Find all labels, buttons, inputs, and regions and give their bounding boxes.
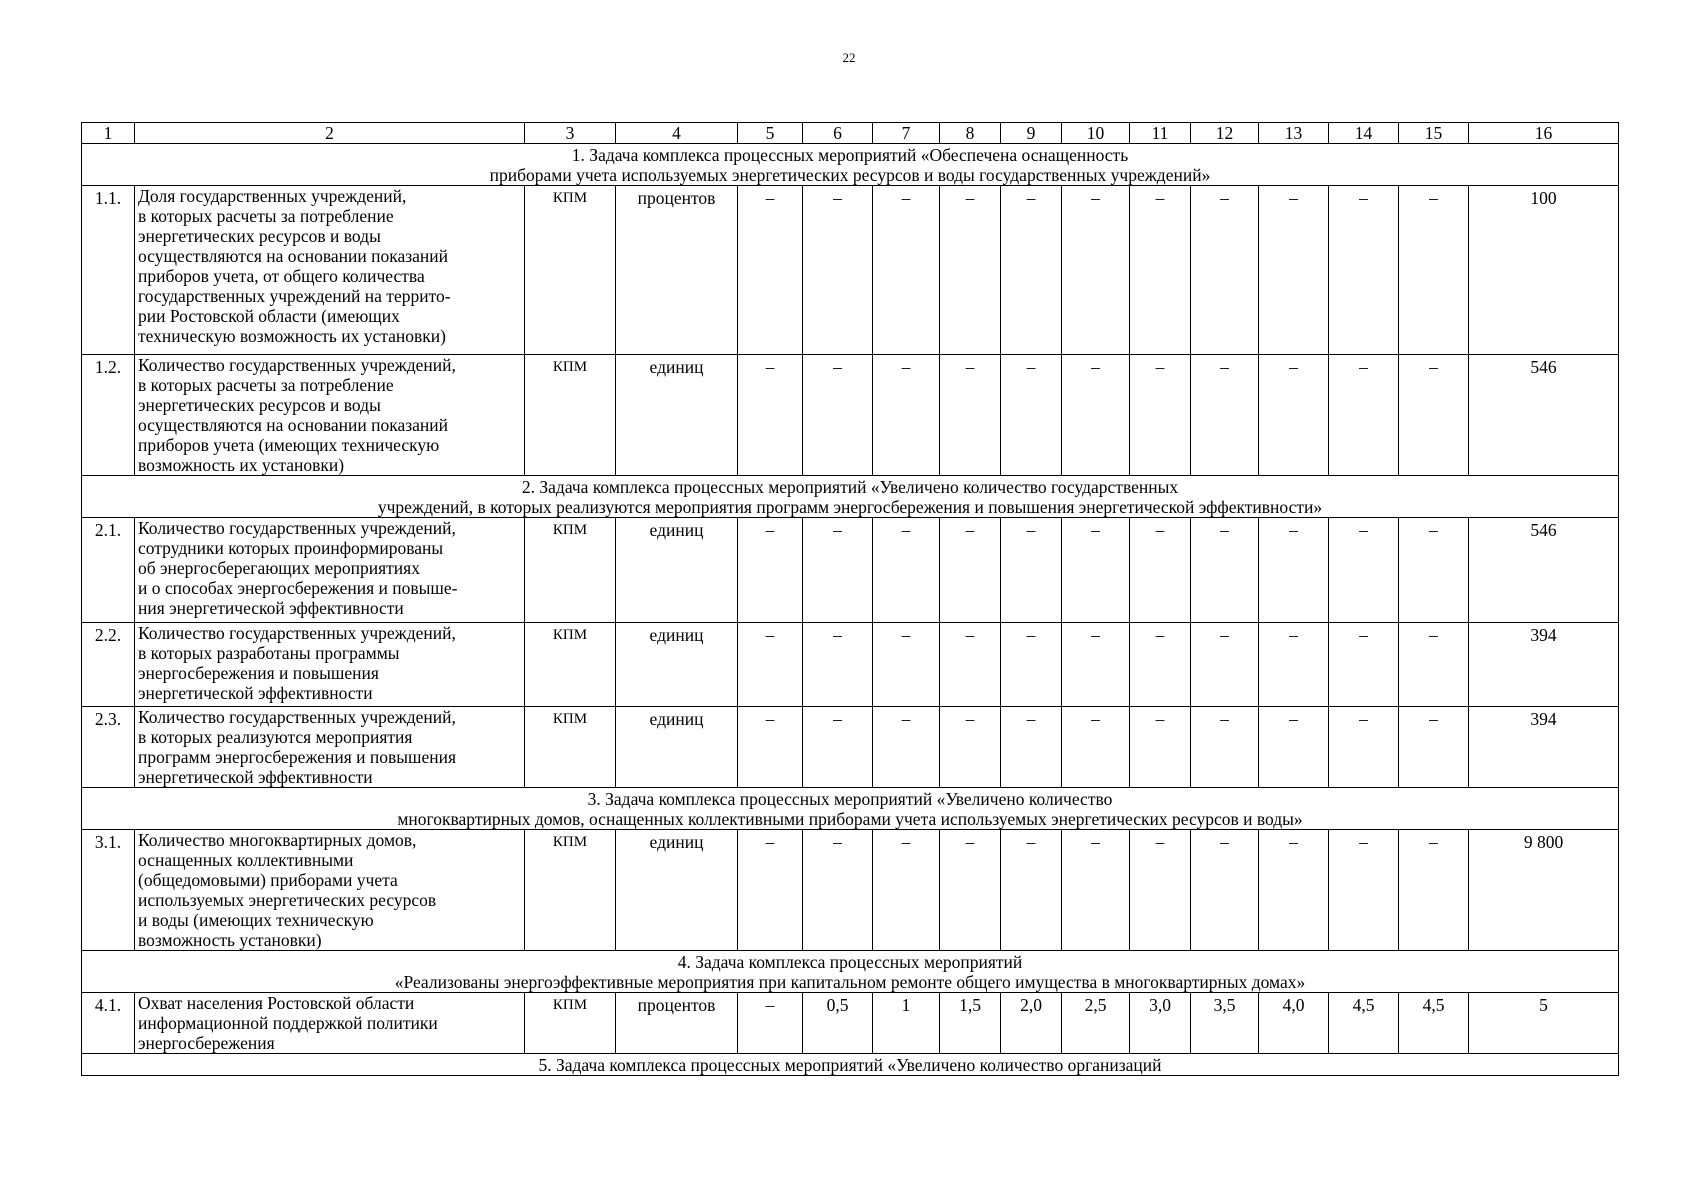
section-title <box>82 788 1619 830</box>
indicator-value: – <box>1399 623 1469 707</box>
indicator-value: – <box>1329 830 1399 951</box>
column-number: 7 <box>873 123 940 144</box>
section-title-row <box>82 144 1619 186</box>
indicator-name: Количество государственных учреждений, в которых расчеты за потребление энергетических ресурсов и воды осуществляются на основании показаний приборов учета (имеющих техническую возможность их установки) <box>135 355 525 476</box>
indicator-value: – <box>873 707 940 788</box>
indicator-value: – <box>1001 830 1062 951</box>
indicator-value: – <box>1191 623 1259 707</box>
indicator-value: – <box>1259 707 1329 788</box>
unit-of-measure: единиц <box>616 707 738 788</box>
indicator-value: 9 800 <box>1469 830 1619 951</box>
indicator-value: – <box>1062 830 1130 951</box>
indicator-value: – <box>1191 355 1259 476</box>
column-number: 5 <box>738 123 803 144</box>
section-title-line: «Реализованы энергоэффективные мероприятия при капитальном ремонте общего имущества в многоквартирных домах» <box>394 972 1306 992</box>
indicators-table <box>81 122 1619 1076</box>
row-number: 2.1. <box>82 518 135 623</box>
indicator-value: – <box>1130 355 1191 476</box>
indicator-type: КПМ <box>525 830 616 951</box>
indicator-type: КПМ <box>525 186 616 355</box>
indicator-value: – <box>803 707 873 788</box>
indicator-value: 546 <box>1469 518 1619 623</box>
indicator-value: – <box>1259 355 1329 476</box>
indicator-value: – <box>1399 518 1469 623</box>
indicator-value: – <box>1001 186 1062 355</box>
table-row <box>82 707 1619 788</box>
column-number: 13 <box>1259 123 1329 144</box>
indicator-value: – <box>1329 518 1399 623</box>
indicator-value: – <box>1062 518 1130 623</box>
indicator-value: – <box>1191 518 1259 623</box>
section-title-line: 1. Задача комплекса процессных мероприятий «Обеспечена оснащенность <box>571 145 1129 165</box>
column-number: 10 <box>1062 123 1130 144</box>
indicator-value: – <box>1399 355 1469 476</box>
indicator-value: 5 <box>1469 993 1619 1054</box>
indicator-value: – <box>1001 518 1062 623</box>
indicator-value: – <box>738 830 803 951</box>
indicator-name: Количество государственных учреждений, в которых реализуются мероприятия программ энергосбережения и повышения энергетической эффективности <box>135 707 525 788</box>
indicator-value: – <box>940 186 1001 355</box>
indicator-value: 1,5 <box>940 993 1001 1054</box>
section-title <box>82 476 1619 518</box>
indicator-value: – <box>1191 707 1259 788</box>
indicator-value: – <box>803 186 873 355</box>
indicator-value: – <box>1329 623 1399 707</box>
indicator-value: 4,0 <box>1259 993 1329 1054</box>
indicator-value: – <box>1130 518 1191 623</box>
indicator-value: – <box>1191 830 1259 951</box>
section-title-line: 4. Задача комплекса процессных мероприятий <box>677 952 1023 972</box>
column-number: 1 <box>82 123 135 144</box>
unit-of-measure: единиц <box>616 355 738 476</box>
column-number: 9 <box>1001 123 1062 144</box>
section-title-line: 2. Задача комплекса процессных мероприятий «Увеличено количество государственных <box>521 477 1179 497</box>
section-title-row <box>82 951 1619 993</box>
indicator-name: Количество многоквартирных домов, оснащенных коллективными (общедомовыми) приборами учета используемых энергетических ресурсов и воды (имеющих техническую возможность установки) <box>135 830 525 951</box>
row-number: 3.1. <box>82 830 135 951</box>
indicator-value: – <box>1399 186 1469 355</box>
column-number: 3 <box>525 123 616 144</box>
indicator-value: – <box>803 518 873 623</box>
section-title <box>82 144 1619 186</box>
indicator-value: – <box>1130 623 1191 707</box>
indicator-value: – <box>940 355 1001 476</box>
indicator-name: Количество государственных учреждений, в которых разработаны программы энергосбережения и повышения энергетической эффективности <box>135 623 525 707</box>
indicator-value: – <box>1001 355 1062 476</box>
indicator-value: – <box>1062 355 1130 476</box>
table-row <box>82 518 1619 623</box>
unit-of-measure: единиц <box>616 830 738 951</box>
row-number: 1.1. <box>82 186 135 355</box>
indicator-name: Количество государственных учреждений, сотрудники которых проинформированы об энергосберегающих мероприятиях и о способах энергосбережения и повыше- ния энергетической эффективности <box>135 518 525 623</box>
indicator-value: – <box>1399 830 1469 951</box>
unit-of-measure: процентов <box>616 993 738 1054</box>
section-title <box>82 1054 1619 1076</box>
indicator-value: – <box>803 355 873 476</box>
section-title <box>82 951 1619 993</box>
column-number: 8 <box>940 123 1001 144</box>
indicator-type: КПМ <box>525 623 616 707</box>
indicator-value: – <box>738 623 803 707</box>
indicator-name: Доля государственных учреждений, в которых расчеты за потребление энергетических ресурсов и воды осуществляются на основании показаний приборов учета, от общего количества государственных учреждений на террито- рии Ростовской области (имеющих техническую возможность их установки) <box>135 186 525 355</box>
indicator-value: – <box>1001 707 1062 788</box>
indicator-value: – <box>873 186 940 355</box>
indicator-value: – <box>738 355 803 476</box>
indicator-value: – <box>873 830 940 951</box>
row-number: 2.2. <box>82 623 135 707</box>
indicator-value: 2,0 <box>1001 993 1062 1054</box>
table-row <box>82 830 1619 951</box>
indicator-type: КПМ <box>525 993 616 1054</box>
column-number: 14 <box>1329 123 1399 144</box>
indicator-value: – <box>1329 707 1399 788</box>
section-title-line: 3. Задача комплекса процессных мероприятий «Увеличено количество <box>587 789 1113 809</box>
unit-of-measure: единиц <box>616 518 738 623</box>
page-number: 22 <box>842 50 856 65</box>
column-number: 4 <box>616 123 738 144</box>
indicator-value: – <box>1399 707 1469 788</box>
indicator-value: – <box>1130 186 1191 355</box>
indicator-value: – <box>803 830 873 951</box>
section-title-row <box>82 476 1619 518</box>
unit-of-measure: единиц <box>616 623 738 707</box>
indicator-type: КПМ <box>525 518 616 623</box>
table-row <box>82 623 1619 707</box>
indicator-value: – <box>1259 830 1329 951</box>
indicator-value: – <box>738 186 803 355</box>
indicator-value: 394 <box>1469 623 1619 707</box>
indicator-value: – <box>738 993 803 1054</box>
column-number: 15 <box>1399 123 1469 144</box>
section-title-line: приборами учета используемых энергетических ресурсов и воды государственных учреждений» <box>489 165 1211 185</box>
section-title-line: многоквартирных домов, оснащенных коллективными приборами учета используемых энергетических ресурсов и воды» <box>397 809 1303 829</box>
indicator-value: – <box>1062 707 1130 788</box>
row-number: 2.3. <box>82 707 135 788</box>
indicator-value: – <box>1191 186 1259 355</box>
indicator-value: – <box>1130 830 1191 951</box>
indicator-value: – <box>1062 623 1130 707</box>
indicator-value: – <box>1259 186 1329 355</box>
indicator-value: – <box>940 830 1001 951</box>
section-title-row <box>82 1054 1619 1076</box>
indicator-value: – <box>1001 623 1062 707</box>
indicator-value: – <box>873 518 940 623</box>
indicator-value: – <box>738 707 803 788</box>
indicator-name: Охват населения Ростовской области информационной поддержкой политики энергосбережения <box>135 993 525 1054</box>
indicator-value: 3,0 <box>1130 993 1191 1054</box>
indicator-type: КПМ <box>525 707 616 788</box>
column-number: 6 <box>803 123 873 144</box>
indicator-value: – <box>1329 355 1399 476</box>
table-row <box>82 355 1619 476</box>
table-row <box>82 186 1619 355</box>
indicator-value: – <box>940 623 1001 707</box>
indicator-value: – <box>940 707 1001 788</box>
column-number: 2 <box>135 123 525 144</box>
column-number: 16 <box>1469 123 1619 144</box>
table-row <box>82 993 1619 1054</box>
indicator-value: – <box>1259 518 1329 623</box>
unit-of-measure: процентов <box>616 186 738 355</box>
indicator-value: – <box>738 518 803 623</box>
row-number: 1.2. <box>82 355 135 476</box>
indicator-value: – <box>873 355 940 476</box>
indicator-value: – <box>873 623 940 707</box>
section-title-line: учреждений, в которых реализуются мероприятия программ энергосбережения и повышения энергетической эффективности» <box>377 497 1323 517</box>
column-number-row <box>82 123 1619 144</box>
indicator-value: 4,5 <box>1329 993 1399 1054</box>
indicator-value: 3,5 <box>1191 993 1259 1054</box>
column-number: 11 <box>1130 123 1191 144</box>
indicator-value: 4,5 <box>1399 993 1469 1054</box>
indicator-value: 546 <box>1469 355 1619 476</box>
column-number: 12 <box>1191 123 1259 144</box>
indicator-value: – <box>1259 623 1329 707</box>
section-title-line: 5. Задача комплекса процессных мероприятий «Увеличено количество организаций <box>538 1055 1162 1075</box>
indicator-value: – <box>1062 186 1130 355</box>
row-number: 4.1. <box>82 993 135 1054</box>
indicator-value: 100 <box>1469 186 1619 355</box>
indicator-type: КПМ <box>525 355 616 476</box>
indicator-value: 394 <box>1469 707 1619 788</box>
section-title-row <box>82 788 1619 830</box>
indicator-value: 0,5 <box>803 993 873 1054</box>
indicator-value: – <box>1130 707 1191 788</box>
indicator-value: – <box>940 518 1001 623</box>
indicator-value: – <box>803 623 873 707</box>
indicator-value: 2,5 <box>1062 993 1130 1054</box>
indicator-value: 1 <box>873 993 940 1054</box>
indicator-value: – <box>1329 186 1399 355</box>
